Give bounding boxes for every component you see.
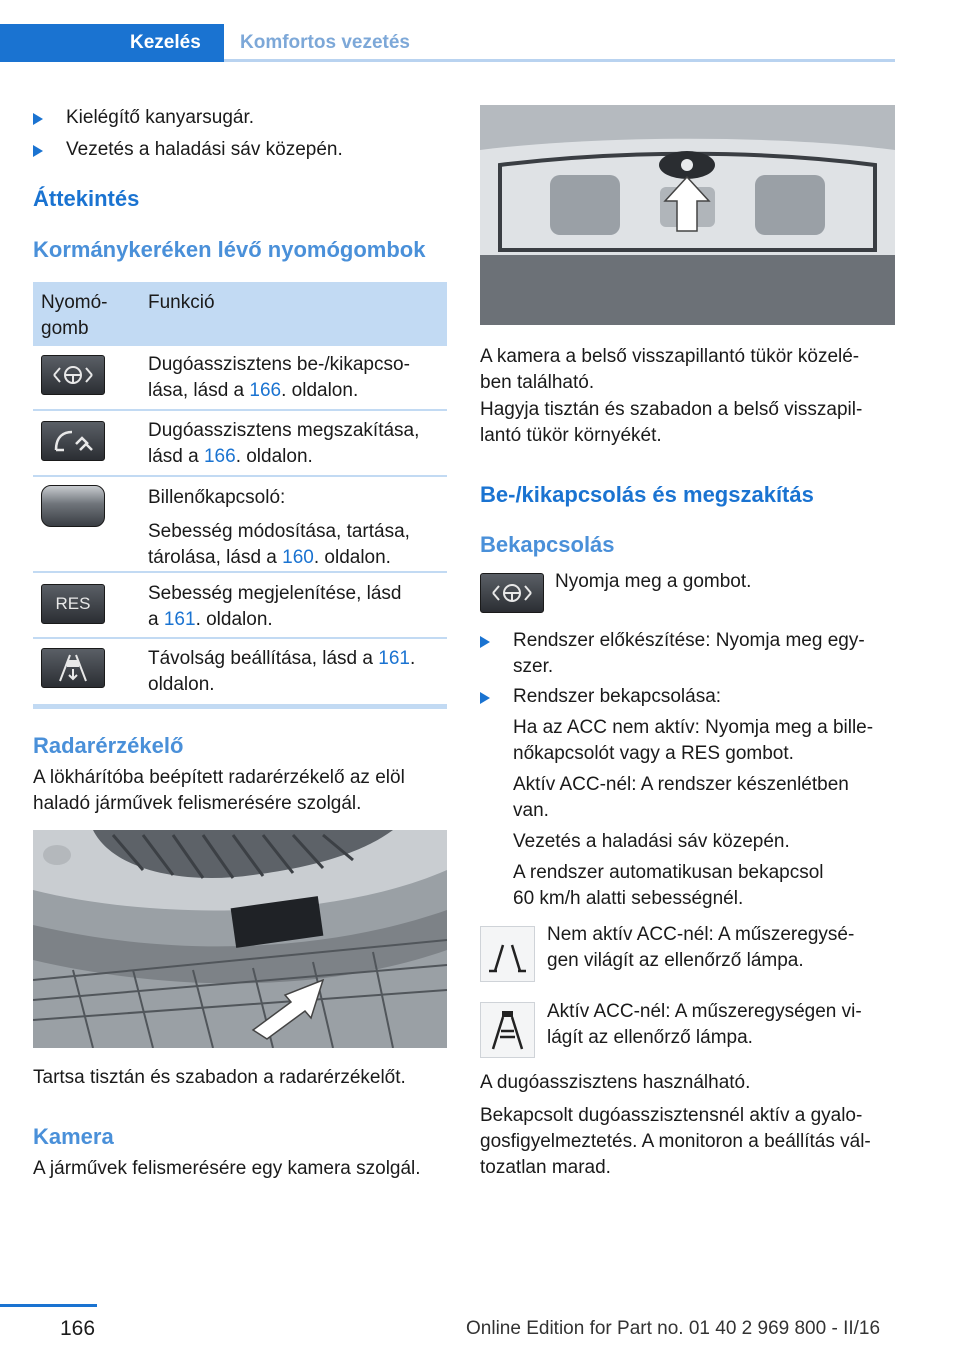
page-link[interactable]: 161 <box>163 609 196 630</box>
bullet-triangle-icon <box>33 113 43 125</box>
camera-keep-clean-text: Hagyja tisztán és szabadon a belső visszapil- lantó tükör környékét. <box>480 399 863 446</box>
camera-text: A járművek felismerésére egy kamera szolgál. <box>33 1158 421 1179</box>
table-row-divider <box>33 571 447 573</box>
table-row-divider <box>33 637 447 639</box>
acc-inactive-indicator-icon <box>480 926 535 982</box>
acc-active-text: Aktív ACC-nél: A műszeregységen vi- lágít az ellenőrző lámpa. <box>547 1001 862 1048</box>
table-row-divider <box>33 409 447 411</box>
page-link[interactable]: 161 <box>378 648 410 669</box>
table-row: Dugóasszisztens be-/kikapcso- lása, lásd a 166. oldalon. <box>148 354 410 401</box>
page-number: 166 <box>60 1317 96 1340</box>
footer-rule <box>0 1304 97 1307</box>
usable-text: A dugóasszisztens használható. <box>480 1072 751 1093</box>
header-section-title: Komfortos vezetés <box>240 32 410 53</box>
camera-location-text: A kamera a belső visszapillantó tükör közelé- ben található. <box>480 346 860 393</box>
table-row: Távolság beállítása, lásd a 161. oldalon. <box>148 648 416 695</box>
table-row: Billenőkapcsoló: Sebesség módosítása, tartása, tárolása, lásd a 160. oldalon. <box>148 487 410 568</box>
acc-active-indicator-icon <box>480 1002 535 1058</box>
section-heading: Áttekintés <box>33 186 140 211</box>
res-icon: RES <box>41 584 105 624</box>
header-rule <box>224 59 895 62</box>
radar-heading: Radarérzékelő <box>33 733 184 758</box>
table-col-button-header: Nyomó- gomb <box>41 292 108 339</box>
bullet-triangle-icon <box>33 145 43 157</box>
radar-sensor-photo <box>33 830 447 1048</box>
radar-text: A lökhárítóba beépített radarérzékelő az elöl haladó járművek felismerésére szolgál. <box>33 767 405 814</box>
table-row: Dugóasszisztens megszakítása, lásd a 166. oldalon. <box>148 420 420 467</box>
bullet-triangle-icon <box>480 636 490 648</box>
switch-on-heading: Bekapcsolás <box>480 532 615 557</box>
press-button-text: Nyomja meg a gombot. <box>555 571 752 592</box>
table-row-divider <box>33 475 447 477</box>
bullet-triangle-icon <box>480 692 490 704</box>
header-tab-label: Kezelés <box>130 32 201 53</box>
page-link[interactable]: 166 <box>249 380 282 401</box>
table-bottom-rule <box>33 704 447 709</box>
pedestrian-warning-text: Bekapcsolt dugóasszisztensnél aktív a gyalo- gosfigyelmeztetés. A monitoron a beállítás vál- tozatlan marad. <box>480 1105 871 1178</box>
page-link[interactable]: 160 <box>282 547 314 568</box>
table-row: Sebesség megjelenítése, lásd a 161. oldalon. <box>148 583 402 630</box>
camera-location-photo <box>480 105 895 325</box>
distance-icon <box>41 648 105 688</box>
camera-heading: Kamera <box>33 1124 114 1149</box>
rocker-switch-icon <box>41 485 105 527</box>
page-link[interactable]: 166 <box>203 446 236 467</box>
interrupt-icon <box>41 421 105 461</box>
table-col-function-header: Funkció <box>148 292 215 313</box>
cruise-onoff-icon <box>480 573 544 613</box>
cruise-onoff-icon <box>41 355 105 395</box>
acc-inactive-text: Nem aktív ACC-nél: A műszeregysé- gen világít az ellenőrző lámpa. <box>547 924 855 971</box>
onoff-heading: Be-/kikapcsolás és megszakítás <box>480 482 814 507</box>
edition-text: Online Edition for Part no. 01 40 2 969 800 - II/16 <box>466 1318 881 1339</box>
subsection-heading: Kormánykeréken lévő nyomógombok <box>33 237 426 262</box>
radar-caption: Tartsa tisztán és szabadon a radarérzékelőt. <box>33 1067 406 1088</box>
header-tab-active[interactable] <box>0 24 224 62</box>
